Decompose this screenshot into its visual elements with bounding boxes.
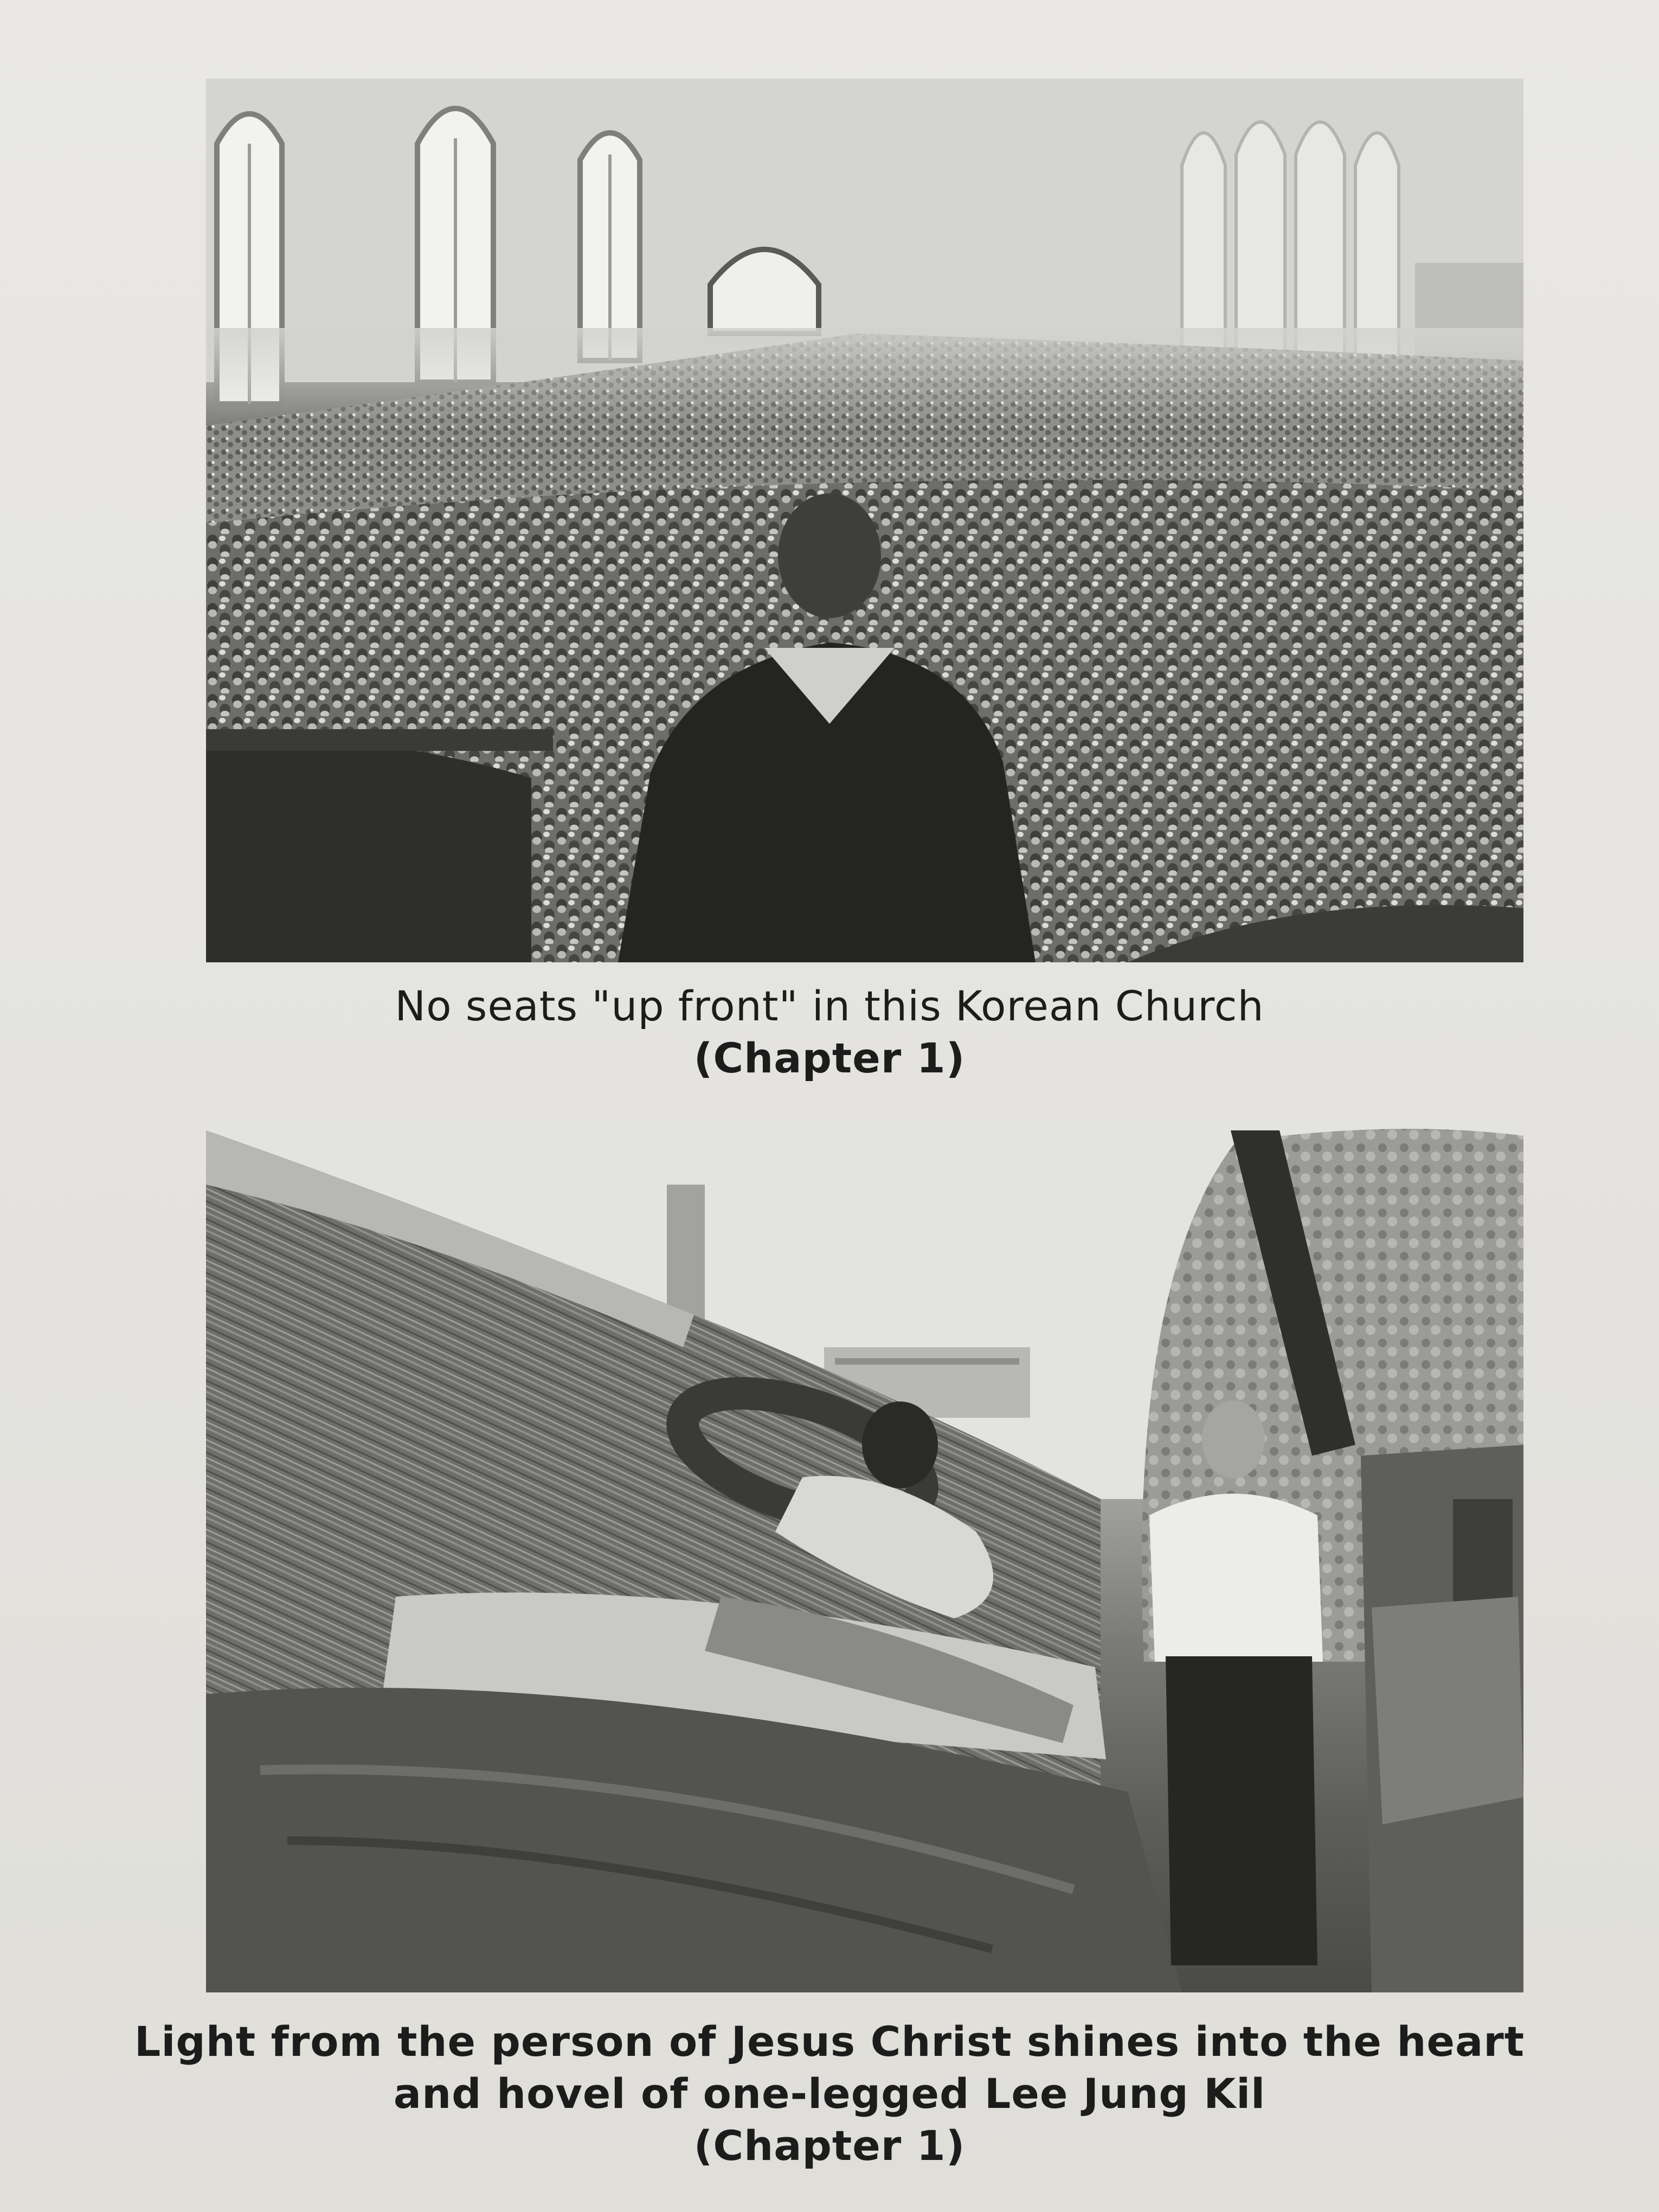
caption-chapter-ref: (Chapter 1) <box>693 2121 966 2170</box>
caption-line: and hovel of one-legged Lee Jung Kil <box>393 2069 1266 2118</box>
church-photo-caption <box>0 980 1659 1084</box>
hovel-photo-illustration <box>206 1120 1523 1992</box>
hovel-photo <box>206 1120 1523 1992</box>
church-congregation-photo <box>206 79 1523 962</box>
church-photo-illustration <box>206 79 1523 962</box>
caption-line: Light from the person of Jesus Christ shines into the heart <box>134 2017 1525 2066</box>
caption-line: No seats "up front" in this Korean Church <box>395 982 1264 1030</box>
caption-chapter-ref: (Chapter 1) <box>693 1034 966 1082</box>
hovel-photo-caption <box>0 2016 1659 2172</box>
